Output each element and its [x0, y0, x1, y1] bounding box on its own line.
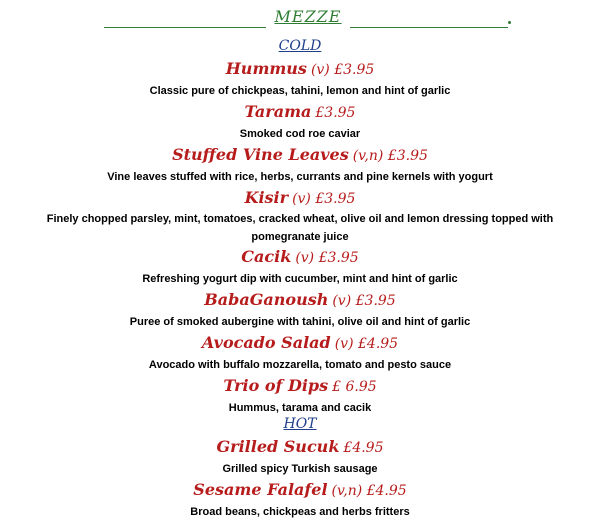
hot-items-list — [0, 436, 600, 522]
menu-item-price: (v) £3.95 — [295, 250, 359, 266]
menu-item-name: Stuffed Vine Leaves — [172, 145, 349, 164]
menu-item-price: (v,n) £4.95 — [331, 483, 407, 499]
menu-item-description: Refreshing yogurt dip with cucumber, mint and hint of garlic — [142, 273, 458, 285]
menu-item-description: Avocado with buffalo mozzarella, tomato and pesto sauce — [148, 359, 452, 371]
menu-item-heading — [0, 101, 600, 124]
menu-item-description: Puree of smoked aubergine with tahini, olive oil and hint of garlic — [129, 316, 471, 328]
page-title: MEZZE — [274, 7, 342, 26]
menu-item — [0, 246, 600, 289]
menu-item-price: (v,n) £3.95 — [352, 148, 428, 164]
menu-item-name: Grilled Sucuk — [216, 437, 340, 456]
menu-item-heading — [0, 144, 600, 167]
menu-item-price: £4.95 — [343, 440, 384, 456]
menu-item-name: Trio of Dips — [223, 376, 329, 395]
menu-item-name: BabaGanoush — [204, 290, 329, 309]
menu-item — [0, 289, 600, 332]
menu-item-description: Smoked cod roe caviar — [239, 128, 361, 140]
section-heading-cold: COLD — [278, 38, 322, 54]
menu-item-heading — [0, 436, 600, 459]
menu-item-description: Classic pure of chickpeas, tahini, lemon and hint of garlic — [149, 85, 451, 97]
menu-item-description: Vine leaves stuffed with rice, herbs, currants and pine kernels with yogurt — [107, 171, 493, 183]
menu-item-heading — [0, 187, 600, 210]
menu-item-price: (v) £4.95 — [334, 336, 399, 352]
menu-item-heading — [0, 375, 600, 398]
menu-item-price: £3.95 — [315, 105, 356, 121]
cold-items-list — [0, 58, 600, 418]
menu-item-name: Hummus — [225, 59, 307, 78]
menu-item-description: Grilled spicy Turkish sausage — [222, 463, 378, 475]
menu-item-price: (v) £3.95 — [332, 293, 396, 309]
menu-item-description: Broad beans, chickpeas and herbs fritters — [190, 506, 410, 518]
section-heading-hot: HOT — [283, 416, 317, 432]
menu-item-heading — [0, 58, 600, 81]
menu-item — [0, 58, 600, 101]
menu-item-name: Kisir — [244, 188, 289, 207]
menu-item — [0, 332, 600, 375]
menu-item-name: Cacik — [241, 247, 292, 266]
menu-item-heading — [0, 332, 600, 355]
menu-item-description: Finely chopped parsley, mint, tomatoes, cracked wheat, olive oil and lemon dressing topped with pomegranate juice — [46, 213, 554, 243]
menu-item-price: (v) £3.95 — [292, 191, 356, 207]
menu-item-description: Hummus, tarama and cacik — [228, 402, 372, 414]
menu-item-price: (v) £3.95 — [310, 62, 375, 78]
menu-item-heading — [0, 289, 600, 312]
menu-item-price: £ 6.95 — [332, 379, 377, 395]
menu-item-name: Avocado Salad — [201, 333, 331, 352]
title-rule-dot — [508, 21, 511, 24]
menu-item-heading — [0, 246, 600, 269]
menu-item — [0, 436, 600, 479]
menu-item — [0, 101, 600, 144]
title-rule-left — [104, 27, 266, 28]
menu-item-name: Sesame Falafel — [193, 480, 328, 499]
title-rule-right — [350, 27, 508, 28]
menu-item — [0, 144, 600, 187]
menu-item-heading — [0, 479, 600, 502]
menu-item — [0, 375, 600, 418]
menu-item — [0, 479, 600, 522]
menu-item — [0, 187, 600, 246]
menu-item-name: Tarama — [244, 102, 312, 121]
